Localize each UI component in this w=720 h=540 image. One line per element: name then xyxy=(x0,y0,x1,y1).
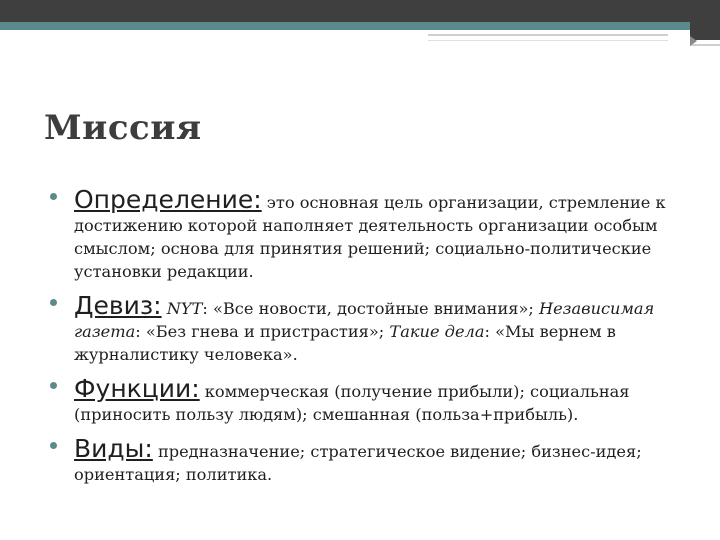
corner-arrow-icon xyxy=(690,36,697,46)
motto-text: : «Без гнева и пристрастия»; xyxy=(135,322,385,341)
bullet-icon xyxy=(50,442,57,449)
slide-title: Миссия xyxy=(44,108,202,148)
item-description: предназначение; стратегическое видение; бизнес-идея; ориентация; политика. xyxy=(74,442,642,484)
item-description xyxy=(74,299,654,364)
bullet-icon xyxy=(50,382,57,389)
motto-source: Такие дела xyxy=(389,322,485,341)
list-item xyxy=(50,436,682,486)
item-description: коммерческая (получение прибыли); социальная (приносить пользу людям); смешанная (польза+прибыль). xyxy=(74,382,630,424)
header-bar xyxy=(0,0,720,22)
decorative-line xyxy=(428,34,668,36)
item-term: Определение: xyxy=(74,185,262,214)
item-term: Девиз: xyxy=(74,291,162,320)
motto-text: : «Мы вернем в журналистику человека». xyxy=(74,322,616,364)
list-item xyxy=(50,293,682,366)
item-term: Виды: xyxy=(74,434,153,463)
bullet-icon xyxy=(50,193,57,200)
header-accent-bar xyxy=(0,22,720,30)
list-item xyxy=(50,376,682,426)
motto-text: : «Все новости, достойные внимания»; xyxy=(202,299,534,318)
corner-block xyxy=(690,0,720,40)
motto-source: Независимая газета xyxy=(74,299,655,341)
item-description: это основная цель организации, стремление к достижению которой наполняет деятельность организации особым смыслом; основа для принятия решений; социально-политические установки редакции. xyxy=(74,193,666,281)
bullet-icon xyxy=(50,299,57,306)
motto-source: NYT xyxy=(166,299,203,318)
decorative-line xyxy=(428,40,668,41)
list-item xyxy=(50,187,682,283)
bullet-list xyxy=(50,187,682,486)
item-term: Функции: xyxy=(74,374,200,403)
